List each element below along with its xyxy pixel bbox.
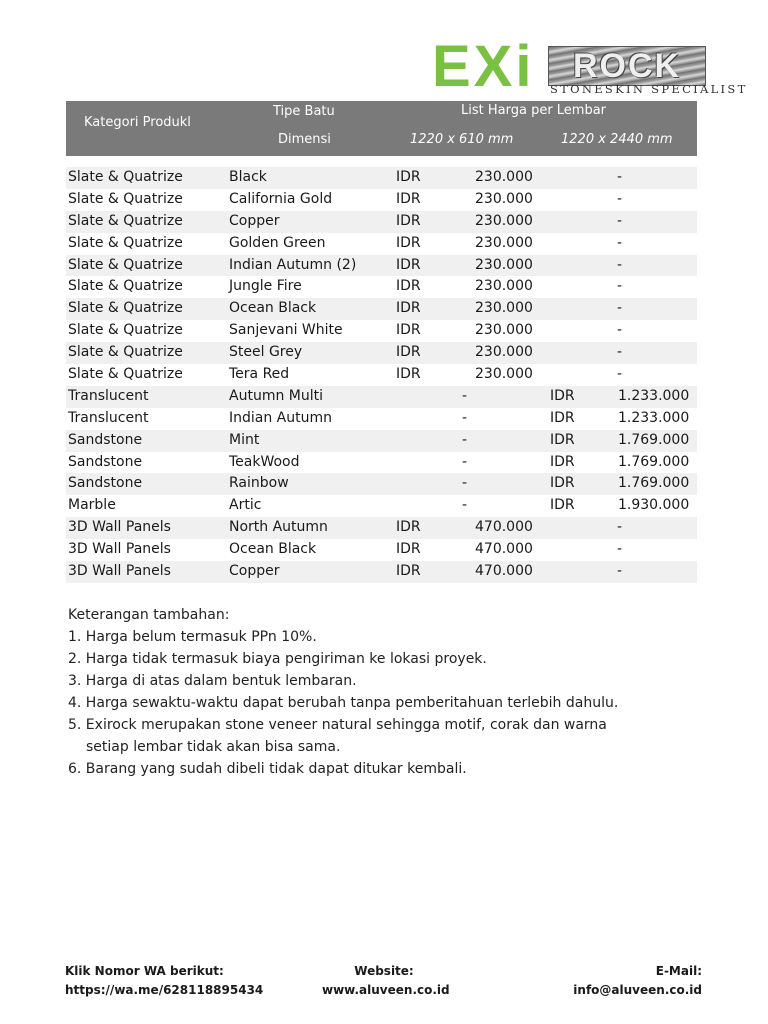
cell-price-small: 230.000 xyxy=(475,300,533,317)
cell-price-large: - xyxy=(617,366,623,383)
cell-price-large: 1.930.000 xyxy=(618,497,690,514)
cell-kategori: Translucent xyxy=(68,387,149,404)
cell-currency-large: IDR xyxy=(550,453,575,470)
cell-kategori: Sandstone xyxy=(68,431,143,448)
cell-tipe-batu: Indian Autumn xyxy=(229,409,333,426)
cell-price-small: - xyxy=(462,409,468,426)
cell-kategori: 3D Wall Panels xyxy=(68,519,171,536)
cell-kategori: Slate & Quatrize xyxy=(68,344,183,361)
cell-price-large: - xyxy=(617,169,623,185)
footer-web-label: Website: xyxy=(354,964,414,978)
cell-kategori: Slate & Quatrize xyxy=(68,212,183,229)
cell-kategori: Slate & Quatrize xyxy=(68,256,183,273)
header-kategori: Kategori Produkl xyxy=(84,115,191,130)
cell-price-small: 470.000 xyxy=(475,519,533,536)
header-list-harga: List Harga per Lembar xyxy=(461,103,607,118)
cell-currency-small: IDR xyxy=(396,322,421,339)
cell-tipe-batu: Autumn Multi xyxy=(229,387,323,404)
cell-tipe-batu: Golden Green xyxy=(229,234,326,251)
cell-currency-small: IDR xyxy=(396,256,421,273)
cell-price-large: - xyxy=(617,256,623,273)
table-row xyxy=(66,211,697,233)
cell-price-large: - xyxy=(617,278,623,295)
cell-tipe-batu: Black xyxy=(229,169,267,185)
cell-kategori: Translucent xyxy=(68,409,149,426)
cell-price-large: 1.769.000 xyxy=(618,431,690,448)
cell-currency-small: IDR xyxy=(396,234,421,251)
cell-price-large: - xyxy=(617,212,623,229)
cell-tipe-batu: California Gold xyxy=(229,190,333,207)
footer-email-label: E-Mail: xyxy=(655,964,702,978)
cell-tipe-batu: North Autumn xyxy=(229,519,328,536)
cell-kategori: Slate & Quatrize xyxy=(68,278,183,295)
cell-price-small: 230.000 xyxy=(475,212,533,229)
cell-price-small: 230.000 xyxy=(475,234,533,251)
cell-currency-small: IDR xyxy=(396,366,421,383)
note-item: 6. Barang yang sudah dibeli tidak dapat ditukar kembali. xyxy=(68,761,467,777)
note-item-continued: setiap lembar tidak akan bisa sama. xyxy=(86,739,341,755)
cell-price-large: 1.233.000 xyxy=(618,387,690,404)
cell-currency-small: IDR xyxy=(396,190,421,207)
table-row xyxy=(66,495,697,517)
table-row xyxy=(66,167,697,189)
cell-kategori: Marble xyxy=(68,497,116,514)
cell-price-small: 230.000 xyxy=(475,344,533,361)
note-item: 2. Harga tidak termasuk biaya pengiriman ke lokasi proyek. xyxy=(68,651,487,667)
notes-section xyxy=(68,604,618,780)
table-row xyxy=(66,298,697,320)
cell-price-large: - xyxy=(617,322,623,339)
table-row xyxy=(66,320,697,342)
table-row xyxy=(66,276,697,298)
table-row xyxy=(66,408,697,430)
table-row xyxy=(66,430,697,452)
table-row xyxy=(66,255,697,277)
cell-tipe-batu: Indian Autumn (2) xyxy=(229,256,357,273)
logo-rock-text: ROCK xyxy=(572,47,682,85)
price-table-body xyxy=(66,167,697,583)
logo-rock-block xyxy=(548,46,706,86)
cell-kategori: Sandstone xyxy=(68,453,143,470)
cell-tipe-batu: Artic xyxy=(229,497,262,514)
cell-price-small: 230.000 xyxy=(475,366,533,383)
cell-currency-large: IDR xyxy=(550,475,575,492)
cell-price-small: 230.000 xyxy=(475,169,533,185)
cell-price-large: 1.233.000 xyxy=(618,409,690,426)
header-dimensi: Dimensi xyxy=(278,132,331,147)
header-size-small: 1220 x 610 mm xyxy=(410,132,514,147)
table-row xyxy=(66,386,697,408)
cell-kategori: Slate & Quatrize xyxy=(68,366,183,383)
cell-price-small: - xyxy=(462,387,468,404)
cell-price-small: - xyxy=(462,453,468,470)
cell-currency-large: IDR xyxy=(550,497,575,514)
table-row xyxy=(66,342,697,364)
cell-tipe-batu: Sanjevani White xyxy=(229,322,343,339)
cell-price-small: 230.000 xyxy=(475,190,533,207)
cell-tipe-batu: Copper xyxy=(229,212,280,229)
cell-tipe-batu: Ocean Black xyxy=(229,300,317,317)
note-item: 3. Harga di atas dalam bentuk lembaran. xyxy=(68,673,357,689)
cell-price-small: 470.000 xyxy=(475,541,533,558)
cell-currency-small: IDR xyxy=(396,563,421,580)
footer-wa-link[interactable]: https://wa.me/628118895434 xyxy=(65,983,264,997)
cell-price-large: - xyxy=(617,300,623,317)
cell-kategori: Slate & Quatrize xyxy=(68,234,183,251)
cell-tipe-batu: Steel Grey xyxy=(229,344,303,361)
table-row xyxy=(66,189,697,211)
cell-currency-small: IDR xyxy=(396,212,421,229)
cell-price-large: 1.769.000 xyxy=(618,475,690,492)
cell-kategori: 3D Wall Panels xyxy=(68,563,171,580)
cell-tipe-batu: Tera Red xyxy=(229,366,290,383)
footer-website xyxy=(322,962,450,1000)
table-row xyxy=(66,364,697,386)
cell-tipe-batu: Copper xyxy=(229,563,280,580)
logo-tagline: STONESKIN SPECIALIST xyxy=(550,82,748,96)
cell-currency-small: IDR xyxy=(396,519,421,536)
table-row xyxy=(66,452,697,474)
cell-currency-large: IDR xyxy=(550,409,575,426)
cell-price-small: - xyxy=(462,475,468,492)
cell-tipe-batu: Rainbow xyxy=(229,475,289,492)
table-row xyxy=(66,539,697,561)
cell-currency-small: IDR xyxy=(396,300,421,317)
cell-tipe-batu: TeakWood xyxy=(229,453,300,470)
cell-kategori: Slate & Quatrize xyxy=(68,190,183,207)
cell-price-small: 230.000 xyxy=(475,256,533,273)
price-table-header xyxy=(66,101,697,156)
header-size-large: 1220 x 2440 mm xyxy=(561,132,673,147)
cell-price-large: - xyxy=(617,190,623,207)
cell-price-large: - xyxy=(617,541,623,558)
cell-currency-small: IDR xyxy=(396,344,421,361)
notes-title: Keterangan tambahan: xyxy=(68,607,230,623)
exirock-logo xyxy=(432,34,748,99)
footer-web-link[interactable]: www.aluveen.co.id xyxy=(322,983,450,997)
cell-kategori: Slate & Quatrize xyxy=(68,322,183,339)
cell-price-large: - xyxy=(617,563,623,580)
cell-currency-large: IDR xyxy=(550,387,575,404)
footer-email xyxy=(573,962,702,1000)
footer-whatsapp xyxy=(65,962,263,1000)
cell-price-small: 230.000 xyxy=(475,278,533,295)
cell-kategori: 3D Wall Panels xyxy=(68,541,171,558)
table-row xyxy=(66,517,697,539)
cell-price-small: - xyxy=(462,431,468,448)
cell-price-large: 1.769.000 xyxy=(618,453,690,470)
cell-price-small: 230.000 xyxy=(475,322,533,339)
table-row xyxy=(66,561,697,583)
cell-kategori: Sandstone xyxy=(68,475,143,492)
cell-price-large: - xyxy=(617,344,623,361)
table-row xyxy=(66,473,697,495)
cell-currency-small: IDR xyxy=(396,541,421,558)
cell-tipe-batu: Mint xyxy=(229,431,260,448)
table-row xyxy=(66,233,697,255)
cell-price-large: - xyxy=(617,519,623,536)
cell-currency-small: IDR xyxy=(396,169,421,185)
cell-price-small: 470.000 xyxy=(475,563,533,580)
note-item: 4. Harga sewaktu-waktu dapat berubah tanpa pemberitahuan terlebih dahulu. xyxy=(68,695,619,711)
cell-currency-small: IDR xyxy=(396,278,421,295)
note-item: 1. Harga belum termasuk PPn 10%. xyxy=(68,629,317,645)
footer-wa-label: Klik Nomor WA berikut: xyxy=(65,964,224,978)
cell-tipe-batu: Jungle Fire xyxy=(229,278,302,295)
cell-currency-large: IDR xyxy=(550,431,575,448)
logo-exi-text: EXi xyxy=(432,34,535,99)
cell-kategori: Slate & Quatrize xyxy=(68,300,183,317)
cell-kategori: Slate & Quatrize xyxy=(68,169,183,185)
cell-price-large: - xyxy=(617,234,623,251)
header-tipe-batu: Tipe Batu xyxy=(273,104,335,119)
note-item: 5. Exirock merupakan stone veneer natural sehingga motif, corak dan warna xyxy=(68,717,607,733)
cell-tipe-batu: Ocean Black xyxy=(229,541,317,558)
cell-price-small: - xyxy=(462,497,468,514)
footer-email-link[interactable]: info@aluveen.co.id xyxy=(573,983,702,997)
